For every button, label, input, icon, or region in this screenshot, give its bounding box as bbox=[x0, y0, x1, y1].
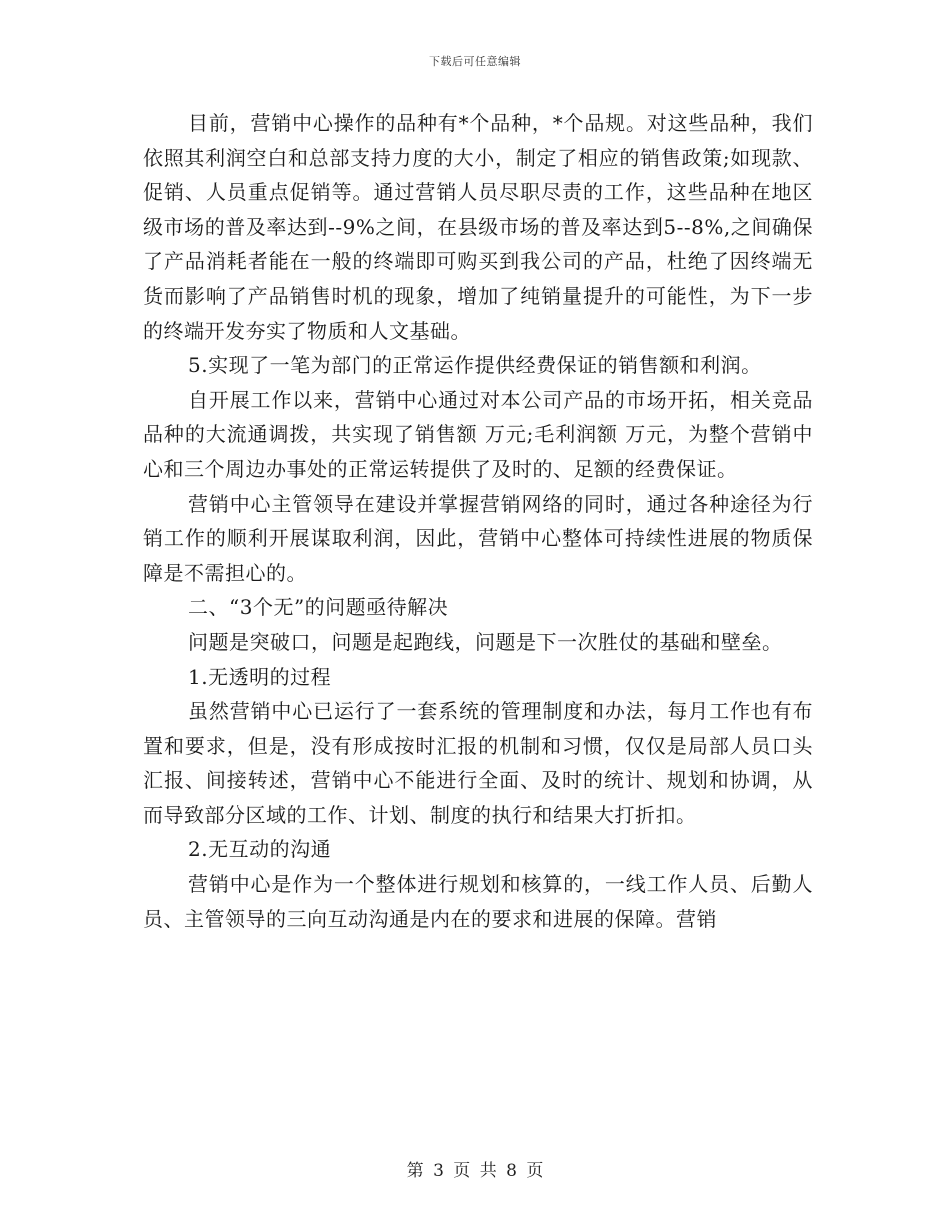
paragraph: 问题是突破口，问题是起跑线，问题是下一次胜仗的基础和壁垒。 bbox=[188, 629, 783, 654]
subsection-heading: 1.无透明的过程 bbox=[188, 664, 332, 689]
paragraph: 营销中心是作为一个整体进行规划和核算的，一线工作人员、后勤人员、主管领导的三向互动沟通是内在的要求和进展的保障。营销 bbox=[143, 872, 813, 931]
section-heading: 二、“3个无”的问题亟待解决 bbox=[188, 595, 449, 620]
page-header: 下载后可任意编辑 bbox=[429, 55, 521, 68]
paragraph: 自开展工作以来，营销中心通过对本公司产品的市场开拓，相关竞品品种的大流通调拨，共实现了销售额 万元;毛利润额 万元，为整个营销中心和三个周边办事处的正常运转提供了及时的、足额的经费保证。 bbox=[143, 387, 813, 481]
page-footer: 第 3 页 共 8 页 bbox=[406, 1161, 544, 1181]
paragraph: 营销中心主管领导在建设并掌握营销网络的同时，通过各种途径为行销工作的顺利开展谋取利润，因此，营销中心整体可持续性进展的物质保障是不需担心的。 bbox=[143, 491, 813, 585]
subsection-heading: 2.无互动的沟通 bbox=[188, 837, 332, 862]
paragraph: 5.实现了一笔为部门的正常运作提供经费保证的销售额和利润。 bbox=[188, 353, 762, 378]
document-body bbox=[143, 106, 813, 936]
paragraph: 目前，营销中心操作的品种有*个品种，*个品规。对这些品种，我们依照其利润空白和总部支持力度的大小，制定了相应的销售政策;如现款、促销、人员重点促销等。通过营销人员尽职尽责的工作，这些品种在地区级市场的普及率达到--9%之间，在县级市场的普及率达到5--8%,之间确保了产品消耗者能在一般的终端即可购买到我公司的产品，杜绝了因终端无货而影响了产品销售时机的现象，增加了纯销量提升的可能性，为下一步的终端开发夯实了物质和人文基础。 bbox=[143, 111, 813, 343]
paragraph: 虽然营销中心已运行了一套系统的管理制度和办法，每月工作也有布置和要求，但是，没有形成按时汇报的机制和习惯，仅仅是局部人员口头汇报、间接转述，营销中心不能进行全面、及时的统计、规划和协调，从而导致部分区域的工作、计划、制度的执行和结果大打折扣。 bbox=[143, 699, 813, 827]
